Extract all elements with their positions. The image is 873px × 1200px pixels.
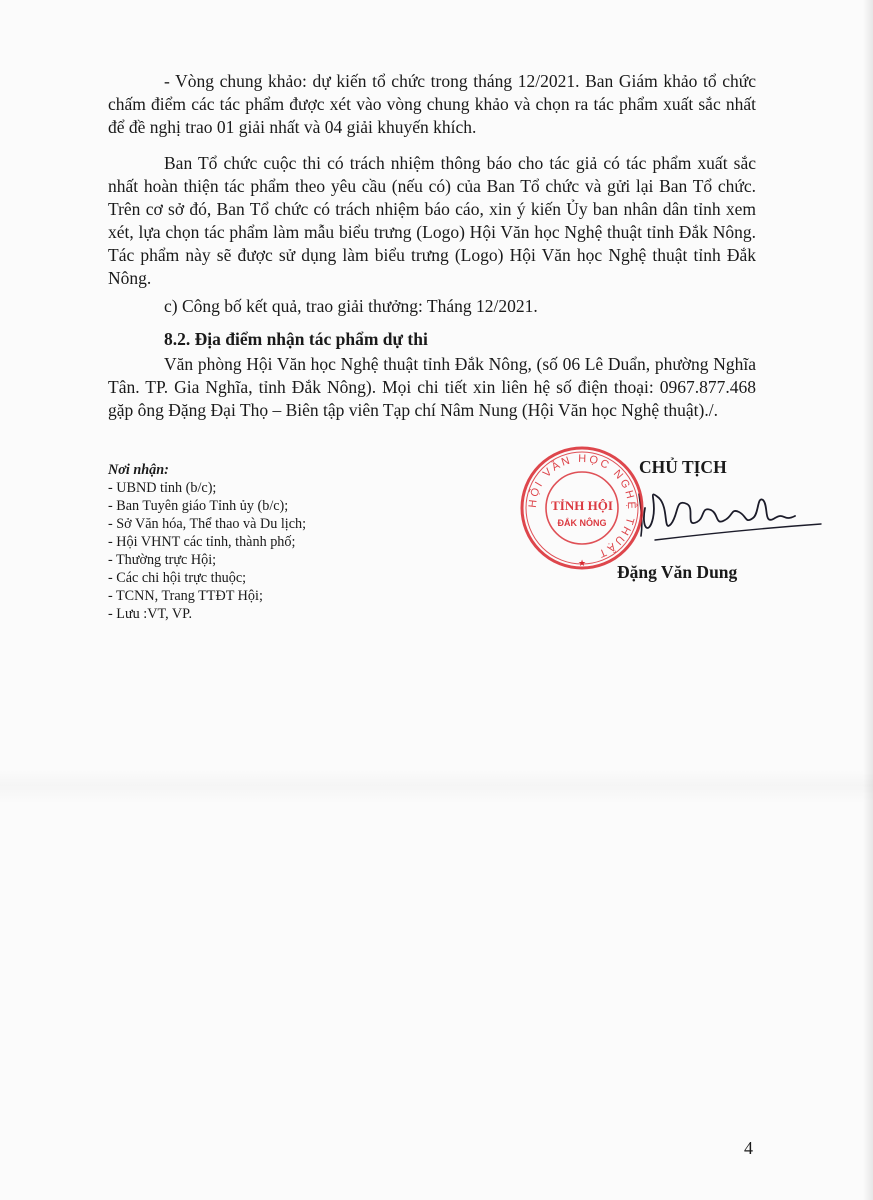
page-number: 4: [744, 1138, 753, 1158]
scan-fold-line: [0, 770, 873, 804]
recipient-item: - Ban Tuyên giáo Tỉnh ủy (b/c);: [108, 498, 289, 514]
seal-star-icon: ★: [577, 559, 587, 569]
handwritten-signature: [635, 478, 825, 548]
recipients-title: Nơi nhận:: [108, 462, 169, 478]
scan-edge-shadow: [863, 0, 873, 1200]
section-heading-8-2-text: 8.2. Địa điểm nhận tác phẩm dự thi: [164, 329, 428, 349]
paragraph-final-round: [108, 70, 756, 139]
seal-center-line-1: TỈNH HỘI: [551, 498, 613, 513]
paragraph-submission-address: [108, 353, 756, 422]
recipient-item: - Các chi hội trực thuộc;: [108, 570, 247, 586]
seal-center-line-2: ĐẮK NÔNG: [557, 518, 607, 528]
recipient-item: - Sở Văn hóa, Thể thao và Du lịch;: [108, 516, 307, 532]
section-heading-8-2: [108, 328, 756, 351]
paragraph-final-round-text: - Vòng chung khảo: dự kiến tổ chức trong tháng 12/2021. Ban Giám khảo tổ chức chấm điểm các tác phẩm được xét vào vòng chung khảo và chọn ra tác phẩm xuất sắc nhất để đề nghị trao 01 giải nhất và 04 giải khuyến khích.: [108, 71, 756, 137]
recipients-list: [108, 479, 438, 623]
paragraph-submission-address-text: Văn phòng Hội Văn học Nghệ thuật tỉnh Đắk Nông, (số 06 Lê Duẩn, phường Nghĩa Tân. TP. Gia Nghĩa, tỉnh Đắk Nông). Mọi chi tiết xin liên hệ số điện thoại: 0967.877.468 gặp ông Đặng Đại Thọ – Biên tập viên Tạp chí Nâm Nung (Hội Văn học Nghệ thuật)./.: [108, 354, 756, 420]
signer-name: Đặng Văn Dung: [617, 562, 738, 582]
recipient-item: - Thường trực Hội;: [108, 552, 217, 568]
recipient-item: - Lưu :VT, VP.: [108, 606, 193, 622]
recipients-block: [108, 461, 438, 623]
seal-ring-text: HỘI VĂN HỌC NGHỆ THUẬT: [526, 452, 638, 561]
paragraph-organizer-duty-text: Ban Tổ chức cuộc thi có trách nhiệm thông báo cho tác giả có tác phẩm xuất sắc nhất hoàn thiện tác phẩm theo yêu cầu (nếu có) của Ban Tổ chức và gửi lại Ban Tổ chức. Trên cơ sở đó, Ban Tổ chức có trách nhiệm báo cáo, xin ý kiến Ủy ban nhân dân tỉnh xem xét, lựa chọn tác phẩm làm mẫu biểu trưng (Logo) Hội Văn học Nghệ thuật tỉnh Đắk Nông. Tác phẩm này sẽ được sử dụng làm biểu trưng (Logo) Hội Văn học Nghệ thuật tỉnh Đắk Nông.: [108, 153, 756, 288]
recipient-item: - TCNN, Trang TTĐT Hội;: [108, 588, 263, 604]
signer-title: CHỦ TỊCH: [639, 457, 727, 477]
official-seal: [518, 444, 646, 572]
paragraph-announcement-text: c) Công bố kết quả, trao giải thưởng: Tháng 12/2021.: [164, 296, 538, 316]
recipient-item: - Hội VHNT các tỉnh, thành phố;: [108, 534, 296, 550]
paragraph-announcement: [108, 295, 756, 318]
recipient-item: - UBND tỉnh (b/c);: [108, 480, 217, 496]
paragraph-organizer-duty: [108, 152, 756, 290]
